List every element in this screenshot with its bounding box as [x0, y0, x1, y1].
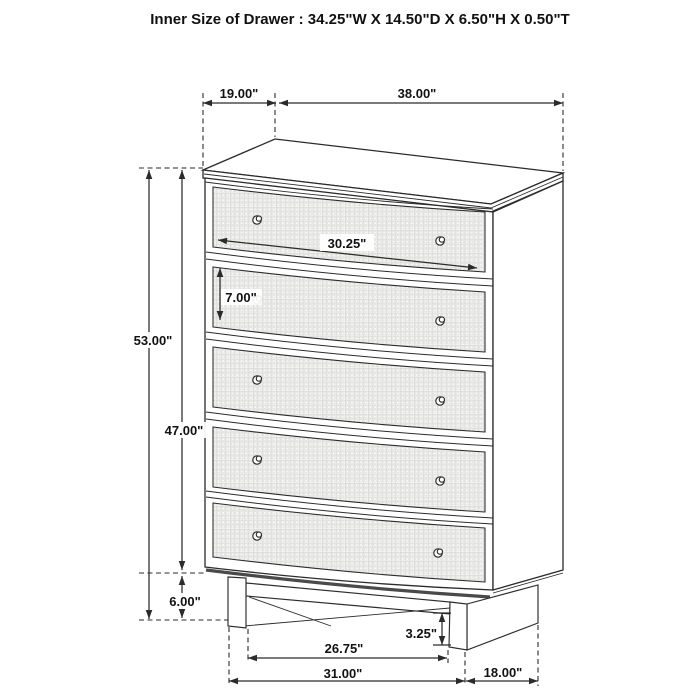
dim-case-height: 47.00" [164, 423, 204, 438]
knob [253, 216, 262, 224]
knob [436, 477, 445, 485]
dim-drawer-height: 7.00" [225, 290, 257, 305]
knob [436, 237, 445, 245]
dim-top-depth: 19.00" [219, 86, 259, 101]
dim-foot-height: 3.25" [405, 626, 437, 641]
dim-base-outer-span: 31.00" [323, 666, 363, 681]
dim-base-inner-span: 26.75" [324, 641, 364, 656]
chest-figure [203, 139, 563, 650]
base-front-rail [246, 583, 450, 614]
right-leg [449, 602, 467, 650]
dim-drawer-width: 30.25" [327, 236, 367, 251]
knob [436, 317, 445, 325]
dim-base-height: 6.00" [169, 594, 201, 609]
knob [253, 376, 262, 384]
knob [436, 397, 445, 405]
dim-top-width: 38.00" [397, 86, 437, 101]
diagram-title: Inner Size of Drawer : 34.25"W X 14.50"D X 6.50"H X 0.50"T [150, 11, 570, 28]
knob [253, 456, 262, 464]
knob [434, 549, 443, 557]
knob [253, 532, 262, 540]
dim-base-depth: 18.00" [483, 665, 523, 680]
left-leg [228, 577, 246, 628]
dim-overall-height: 53.00" [133, 333, 173, 348]
